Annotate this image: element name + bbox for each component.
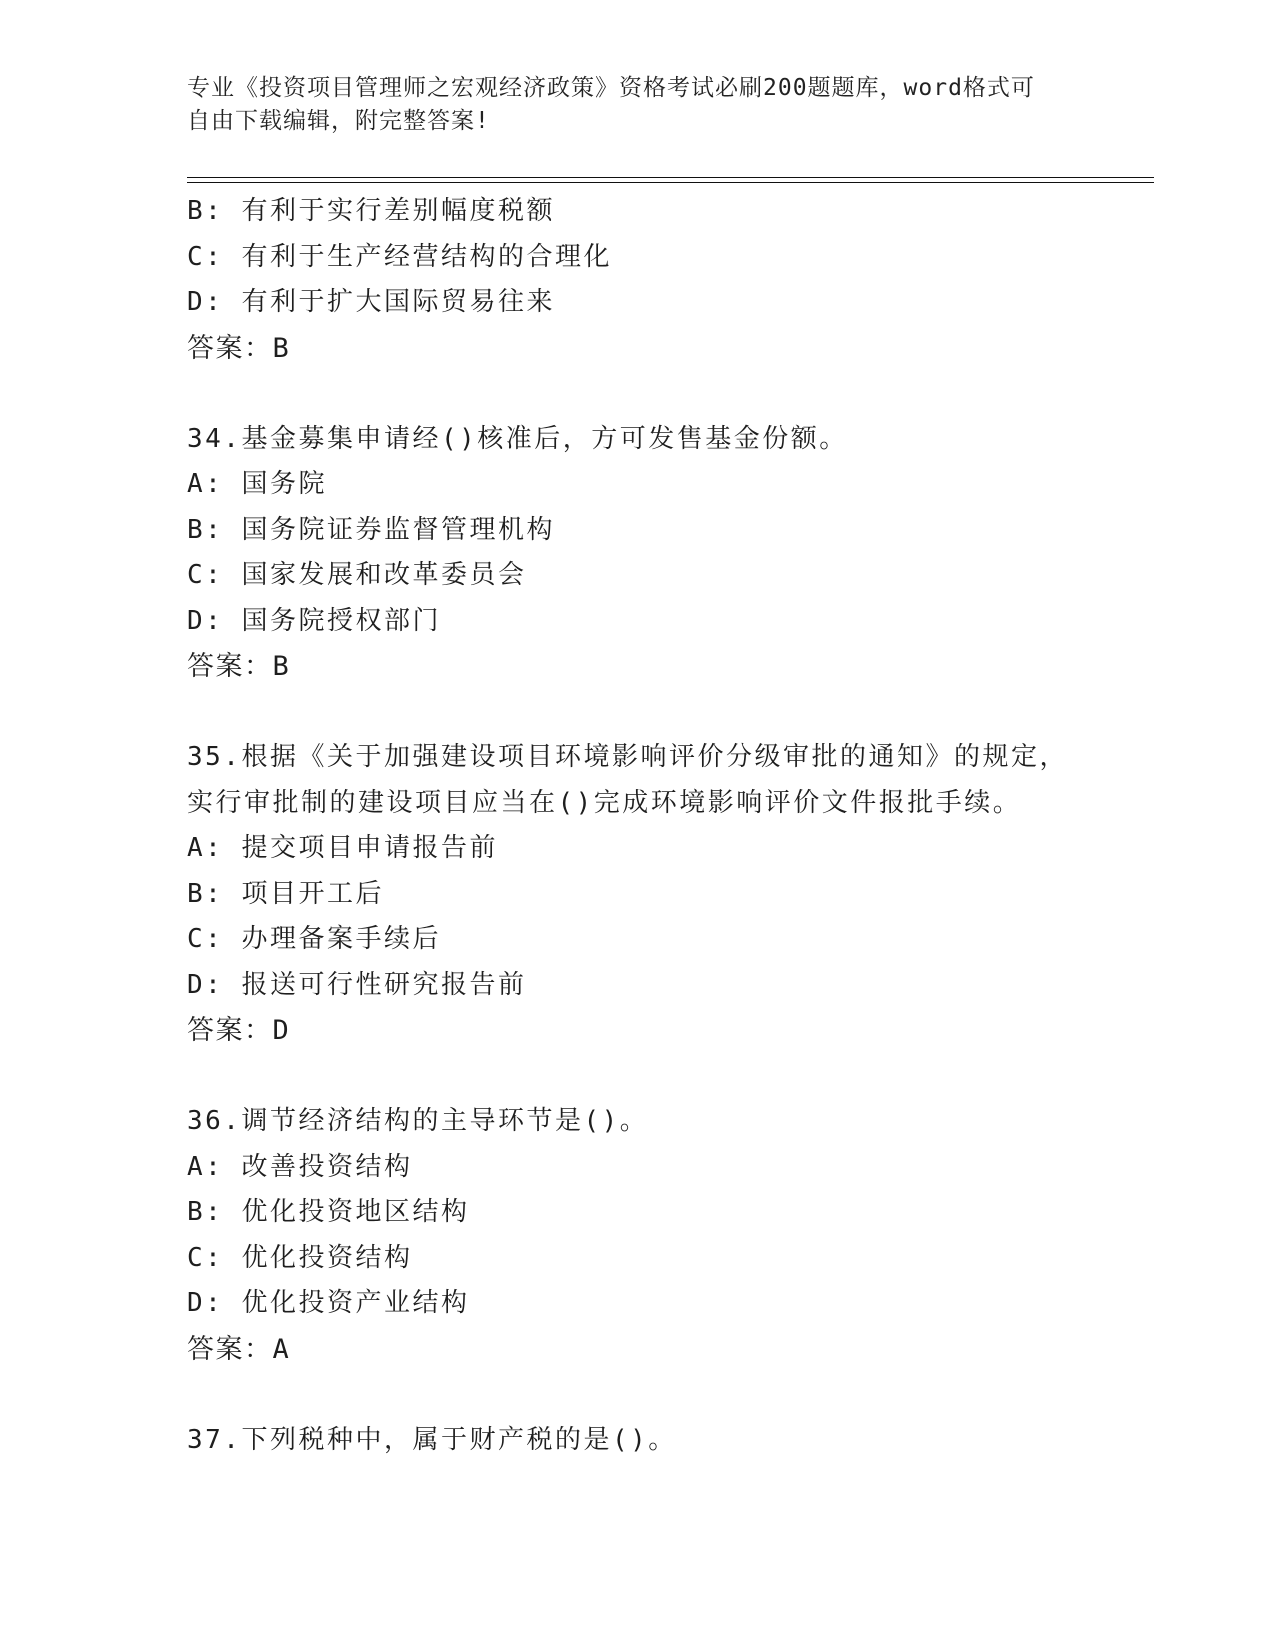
answer-line: 答案：B bbox=[187, 332, 291, 364]
option-b: B: 优化投资地区结构 bbox=[187, 1197, 470, 1227]
spacer bbox=[187, 690, 1167, 736]
option-c: C: 办理备案手续后 bbox=[187, 924, 441, 954]
spacer bbox=[187, 371, 1167, 417]
option-d: D: 优化投资产业结构 bbox=[187, 1288, 470, 1318]
option-d: D: 报送可行性研究报告前 bbox=[187, 969, 527, 1000]
question-37 bbox=[187, 1418, 1167, 1464]
option-c: C: 优化投资结构 bbox=[187, 1242, 413, 1273]
option-b: B: 国务院证券监督管理机构 bbox=[187, 514, 555, 545]
option-d: D: 有利于扩大国际贸易往来 bbox=[187, 287, 555, 317]
option-a: A: 提交项目申请报告前 bbox=[187, 833, 498, 863]
option-d: D: 国务院授权部门 bbox=[187, 605, 441, 636]
option-b: B: 有利于实行差别幅度税额 bbox=[187, 196, 555, 226]
spacer bbox=[187, 1054, 1167, 1100]
option-c: C: 有利于生产经营结构的合理化 bbox=[187, 241, 612, 272]
question-33-tail bbox=[187, 189, 1167, 371]
question-36 bbox=[187, 1099, 1167, 1372]
header-divider-top bbox=[187, 177, 1154, 178]
option-c: C: 国家发展和改革委员会 bbox=[187, 560, 527, 590]
question-35 bbox=[187, 735, 1167, 1054]
header-divider-bottom bbox=[187, 182, 1154, 183]
question-text: 37.下列税种中，属于财产税的是()。 bbox=[187, 1424, 677, 1455]
option-b: B: 项目开工后 bbox=[187, 878, 384, 909]
header-title-line-2: 自由下载编辑，附完整答案! bbox=[187, 108, 490, 134]
question-text-line-2: 实行审批制的建设项目应当在()完成环境影响评价文件报批手续。 bbox=[187, 787, 1022, 818]
question-text: 36.调节经济结构的主导环节是()。 bbox=[187, 1106, 649, 1136]
question-text-line-1: 35.根据《关于加强建设项目环境影响评价分级审批的通知》的规定， bbox=[187, 742, 1068, 772]
option-a: A: 改善投资结构 bbox=[187, 1151, 413, 1182]
page-header bbox=[187, 72, 1067, 138]
question-text: 34.基金募集申请经()核准后，方可发售基金份额。 bbox=[187, 423, 848, 454]
spacer bbox=[187, 1372, 1167, 1418]
answer-line: 答案：B bbox=[187, 651, 291, 682]
question-list bbox=[187, 189, 1167, 1463]
header-title-line-1: 专业《投资项目管理师之宏观经济政策》资格考试必刷200题题库，word格式可 bbox=[187, 75, 1035, 101]
question-34 bbox=[187, 417, 1167, 690]
answer-line: 答案：D bbox=[187, 1015, 291, 1046]
answer-line: 答案：A bbox=[187, 1333, 291, 1365]
option-a: A: 国务院 bbox=[187, 469, 327, 499]
